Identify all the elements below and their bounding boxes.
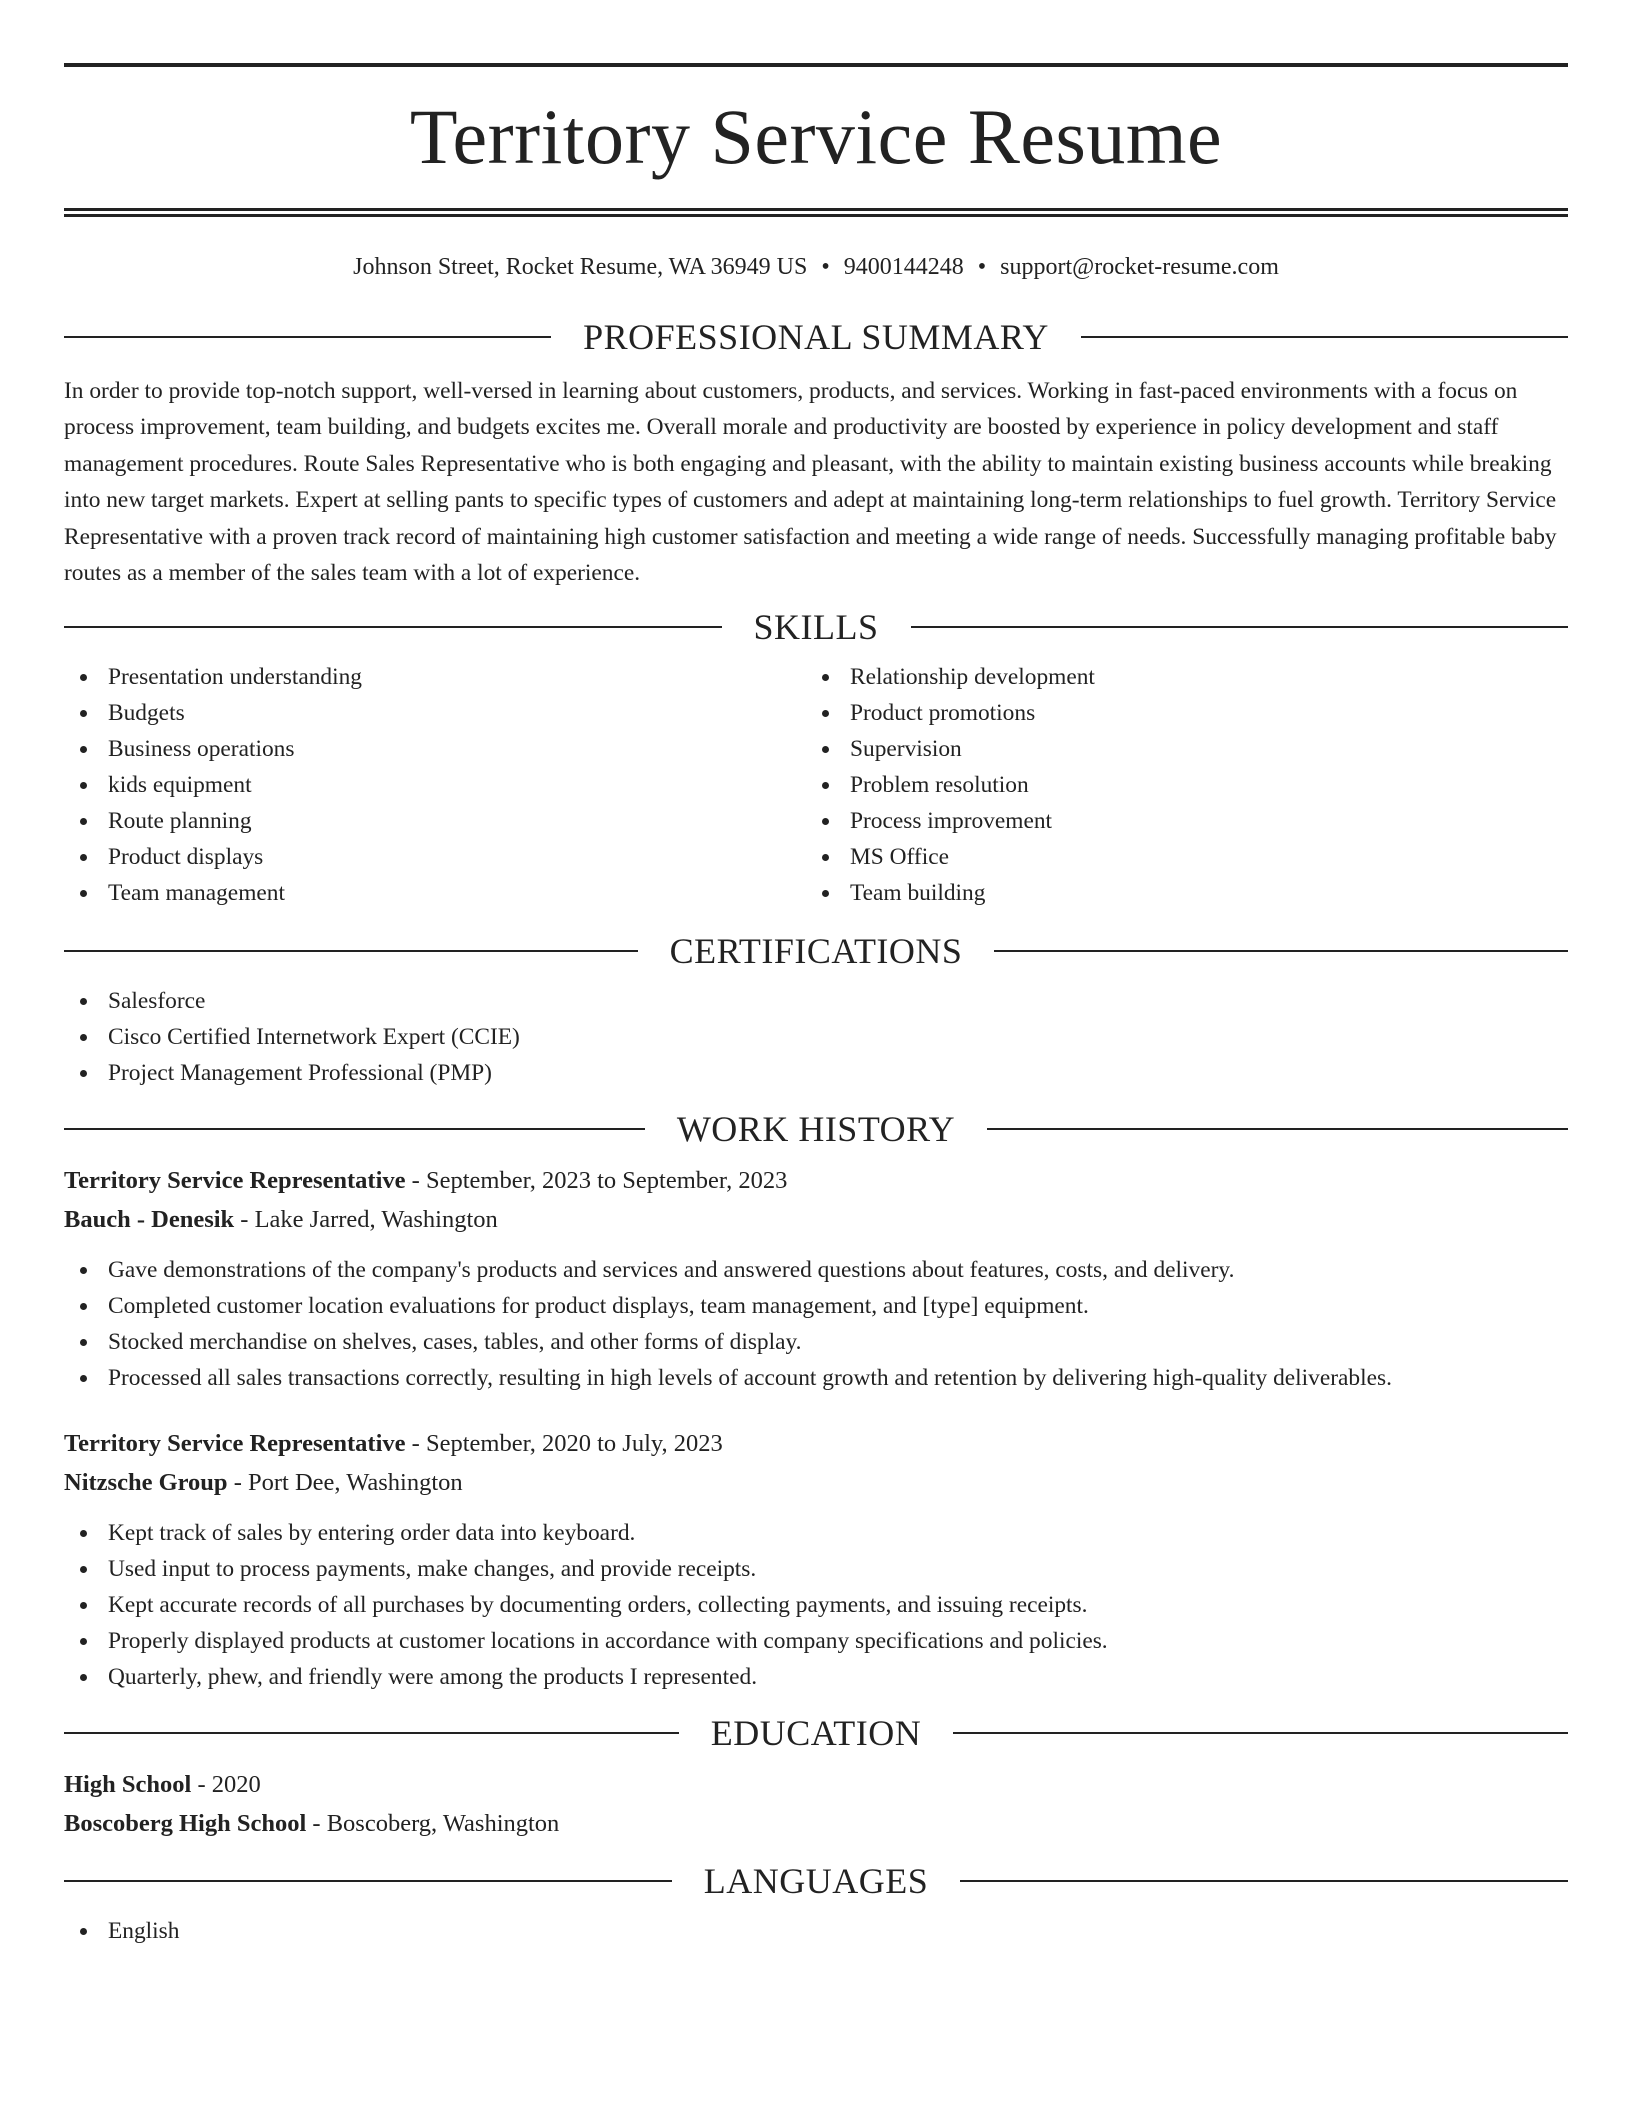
job-entry (64, 1424, 1568, 1695)
section-header-education (64, 1711, 1568, 1755)
skill-item: Team building (806, 875, 1548, 911)
job-bullet: Quarterly, phew, and friendly were among the products I represented. (64, 1659, 1568, 1695)
job-role: Territory Service Representative (64, 1167, 406, 1195)
job-bullet: Kept track of sales by entering order data into keyboard. (64, 1515, 1568, 1551)
divider-line (64, 1732, 679, 1734)
divider-line (64, 336, 551, 338)
job-company: Bauch - Denesik (64, 1206, 235, 1234)
summary-text: In order to provide top-notch support, well-versed in learning about customers, products, and services. Working in fast-paced environments with a focus on process improvement, team building, and budgets excites me. Overall morale and productivity are boosted by experience in policy development and staff management procedures. Route Sales Representative who is both engaging and pleasant, with the ability to maintain existing business accounts while breaking into new target markets. Expert at selling pants to specific types of customers and adept at maintaining long-term relationships to fuel growth. Territory Service Representative with a proven track record of maintaining high customer satisfaction and meeting a wide range of needs. Successfully managing profitable baby routes as a member of the sales team with a lot of experience. (64, 378, 1557, 587)
job-bullets (64, 1252, 1568, 1396)
divider-line (64, 1128, 645, 1130)
contact-separator: • (977, 254, 987, 280)
skill-item: Budgets (64, 695, 806, 731)
divider-line (911, 626, 1569, 628)
section-title-summary: PROFESSIONAL SUMMARY (583, 317, 1049, 357)
job-bullets (64, 1515, 1568, 1695)
certification-item: Project Management Professional (PMP) (64, 1055, 1568, 1091)
job-company-line: Bauch - Denesik - Lake Jarred, Washington (64, 1206, 498, 1234)
job-dates: September, 2023 to September, 2023 (425, 1167, 788, 1195)
job-entry (64, 1161, 1568, 1396)
contact-phone: 9400144248 (843, 254, 964, 280)
job-title-line: Territory Service Representative - September, 2020 to July, 2023 (64, 1430, 723, 1458)
divider-line (987, 1128, 1568, 1130)
section-header-certifications (64, 929, 1568, 973)
job-bullet: Used input to process payments, make changes, and provide receipts. (64, 1551, 1568, 1587)
section-title-languages: LANGUAGES (703, 1861, 929, 1902)
education-year: 2020 (211, 1771, 261, 1799)
education-location: Boscoberg, Washington (326, 1810, 560, 1838)
certification-item: Cisco Certified Internetwork Expert (CCIE) (64, 1019, 1568, 1055)
divider-line (953, 1732, 1568, 1734)
contact-line (64, 252, 1568, 282)
section-title-work: WORK HISTORY (676, 1109, 956, 1150)
resume-title: Territory Service Resume (409, 93, 1223, 180)
divider-line (64, 950, 638, 952)
divider-line (64, 1880, 672, 1882)
job-role: Territory Service Representative (64, 1430, 406, 1458)
job-location: Port Dee, Washington (247, 1469, 463, 1497)
section-header-skills (64, 605, 1568, 649)
resume-page (64, 0, 1568, 1949)
skill-item: Presentation understanding (64, 659, 806, 695)
skill-item: MS Office (806, 839, 1548, 875)
education-entry (64, 1765, 1568, 1843)
skill-item: kids equipment (64, 767, 806, 803)
skill-item: Route planning (64, 803, 806, 839)
skill-item: Team management (64, 875, 806, 911)
language-item: English (64, 1913, 1568, 1949)
section-title-skills: SKILLS (753, 607, 879, 648)
skill-item: Relationship development (806, 659, 1548, 695)
contact-separator: • (821, 254, 830, 280)
skill-item: Process improvement (806, 803, 1548, 839)
certification-item: Salesforce (64, 983, 1568, 1019)
divider-line (994, 950, 1568, 952)
section-header-work (64, 1107, 1568, 1151)
divider-line (64, 626, 722, 628)
contact-address: Johnson Street, Rocket Resume, WA 36949 US (353, 254, 808, 280)
section-title-certifications: CERTIFICATIONS (669, 931, 963, 972)
job-bullet: Properly displayed products at customer locations in accordance with company specifications and policies. (64, 1623, 1568, 1659)
languages-list (64, 1913, 1568, 1949)
job-dates: September, 2020 to July, 2023 (425, 1430, 723, 1458)
education-school: Boscoberg High School (64, 1810, 307, 1838)
skill-item: Problem resolution (806, 767, 1548, 803)
section-title-education: EDUCATION (710, 1713, 922, 1754)
certifications-list (64, 983, 1568, 1091)
job-bullet: Kept accurate records of all purchases by documenting orders, collecting payments, and issuing receipts. (64, 1587, 1568, 1623)
job-bullet: Completed customer location evaluations for product displays, team management, and [type] equipment. (64, 1288, 1568, 1324)
skill-item: Supervision (806, 731, 1548, 767)
education-degree: High School (64, 1771, 192, 1799)
divider-line (960, 1880, 1568, 1882)
section-header-summary (64, 315, 1568, 359)
skill-item: Product displays (64, 839, 806, 875)
job-bullet: Gave demonstrations of the company's products and services and answered questions about features, costs, and delivery. (64, 1252, 1568, 1288)
education-school-line: Boscoberg High School - Boscoberg, Washington (64, 1810, 560, 1838)
job-bullet: Stocked merchandise on shelves, cases, tables, and other forms of display. (64, 1324, 1568, 1360)
section-header-languages (64, 1859, 1568, 1903)
job-location: Lake Jarred, Washington (254, 1206, 498, 1234)
education-degree-line: High School - 2020 (64, 1771, 261, 1799)
job-company-line: Nitzsche Group - Port Dee, Washington (64, 1469, 463, 1497)
skills-list-left (64, 659, 806, 911)
skills-list-right (806, 659, 1548, 911)
contact-email: support@rocket-resume.com (1000, 254, 1279, 280)
skill-item: Business operations (64, 731, 806, 767)
job-company: Nitzsche Group (64, 1469, 228, 1497)
divider-line (1081, 336, 1568, 338)
skills-columns (64, 659, 1568, 911)
top-rule (64, 63, 1568, 67)
job-bullet: Processed all sales transactions correctly, resulting in high levels of account growth and retention by delivering high-quality deliverables. (64, 1360, 1568, 1396)
skill-item: Product promotions (806, 695, 1548, 731)
job-title-line: Territory Service Representative - September, 2023 to September, 2023 (64, 1167, 788, 1195)
title-double-rule (64, 208, 1568, 217)
